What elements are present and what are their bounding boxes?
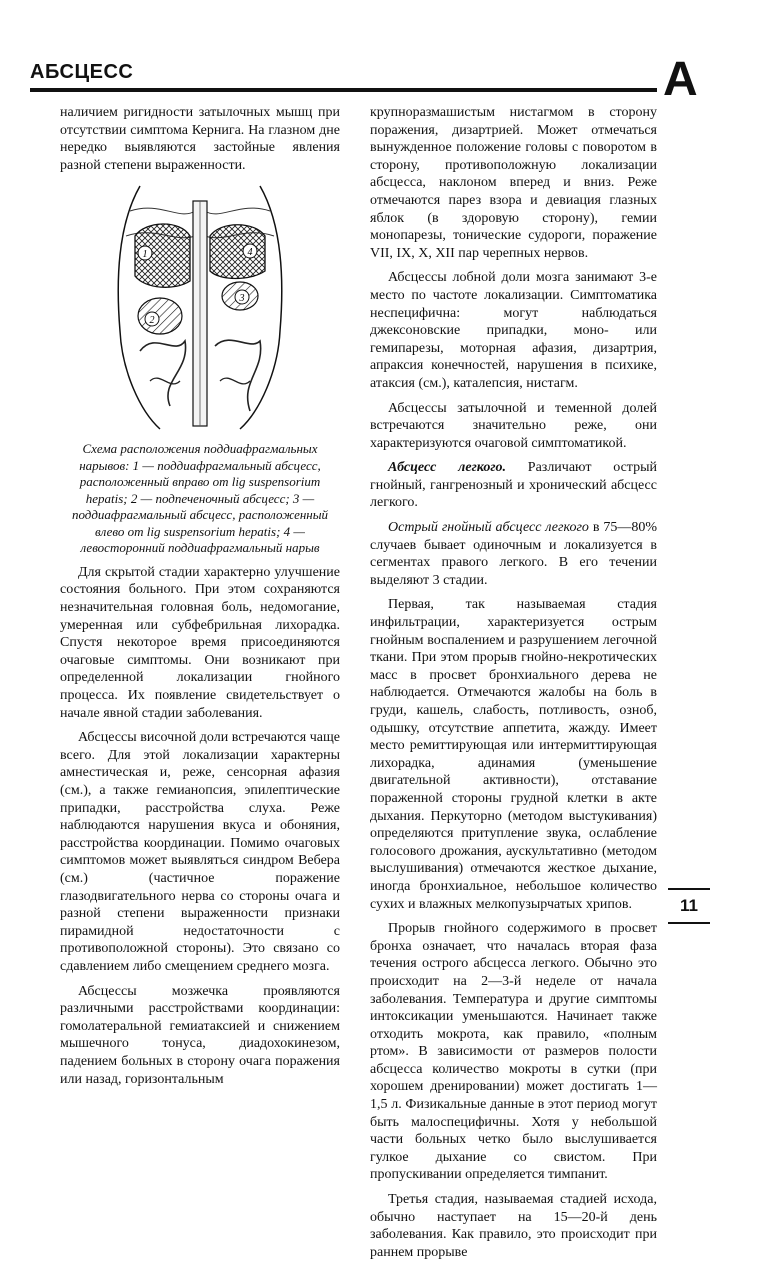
subphrenic-abscess-diagram [100, 181, 300, 431]
section-letter: А [663, 53, 698, 106]
left-paragraph-2: Для скрытой стадии характерно улучшение состояния больного. При этом сохраняются незначительная головная боль, недомогание, умеренная или субфебрильная лихорадка. Спустя некоторое время присоединяются очаговые симптомы. Они возникают при определенной локализации гнойного процесса. Их появление свидетельствует о начале явной стадии заболевания. [60, 564, 340, 721]
lung-abscess-heading: Абсцесс легкого. [388, 460, 506, 476]
right-paragraph-4 [370, 459, 657, 512]
figure-label-2: 2 [149, 315, 155, 327]
right-column [370, 104, 657, 1268]
figure-label-3: 3 [239, 293, 245, 305]
page-number-rule-top [668, 888, 710, 890]
left-paragraph-1: наличием ригидности затылочных мышц при отсутствии симптома Кернига. На глазном дне нередко выявляются застойные явления разной степени выраженности. [60, 105, 340, 173]
acute-abscess-term: Острый гнойный абсцесс легкого [388, 520, 589, 536]
figure-label-4: 4 [247, 247, 253, 259]
right-paragraph-6: Первая, так называемая стадия инфильтрации, характеризуется острым гнойным воспалением и разрушением легочной ткани. При этом прорыв гнойно-некротических масс в просвет бронхиального дерева не наблюдается. Отмечаются жалобы на боль в груди, кашель, слабость, потливость, озноб, одышку, отсутствие аппетита, жажду. Имеет место ремиттирующая или интермиттирующая лихорадка, адинамия (уменьшение двигательной активности), отставание пораженной стороны грудной клетки в акте дыхания. Перкуторно (методом выстукивания) определяются притупление звука, ослабление голосового дрожания, аускультативно (методом выслушивания) отмечаются жесткое дыхание, иногда бронхиальное, небольшое количество сухих и влажных мелкопузырчатых хрипов. [370, 597, 657, 912]
left-paragraph-3: Абсцессы височной доли встречаются чаще всего. Для этой локализации характерны амнестическая и, реже, сенсорная афазия (см.), а также гемианопсия, эпилептические припадки, расстройства слуха. Реже наблюдаются нарушения вкуса и обоняния, расстройства координации. Помимо очаговых симптомов может выявляться синдром Вебера (см.) (частичное поражение глазодвигательного нерва со стороны очага и разной степени выраженности признаки пирамидной недостаточности с противоположной стороны). Это связано со сдавлением либо смещением среднего мозга. [60, 730, 340, 974]
page-header-title: АБСЦЕСС [30, 61, 134, 83]
right-paragraph-8: Третья стадия, называемая стадией исхода, обычно наступает на 15—20-й день заболевания. Как правило, это происходит при раннем прорыве [370, 1192, 657, 1260]
figure-caption: Схема расположения поддиафрагмальных нарывов: 1 — поддиафрагмальный абсцесс, расположенный вправо от lig suspensorium hepatis; 2 — подпеченочный абсцесс; 3 — поддиафрагмальный абсцесс, расположенный влево от lig suspensorium hepatis; 4 — левосторонний поддиафрагмальный нарыв [71, 441, 329, 556]
right-paragraph-5 [370, 519, 657, 589]
left-column [60, 104, 340, 1095]
acute-abscess-text: в 75—80% случаев бывает одиночным и локализуется в сегментах правого легкого. В его течении выделяют 3 стадии. [370, 520, 658, 588]
page-number: 11 [680, 896, 698, 915]
lung-abscess-intro: Различают острый гнойный, гангренозный и хронический абсцесс легкого. [370, 460, 657, 511]
header-rule [30, 88, 657, 92]
right-paragraph-2: Абсцессы лобной доли мозга занимают 3-е место по частоте локализации. Симптоматика неспецифична: могут наблюдаться джексоновские припадки, моно- или гемипарезы, моторная афазия, дизартрия, апраксия конечностей, нарушения в психике, атаксия (см.), каталепсия, нистагм. [370, 270, 657, 391]
right-paragraph-1: крупноразмашистым нистагмом в сторону поражения, дизартрией. Может отмечаться вынужденное положение головы с поворотом в сторону, противоположную локализации абсцесса, наклоном вперед и вниз. Реже отмечаются парез взора и девиация глазных яблок (в здоровую сторону), гемии монопарезы, тонические судороги, поражение VII, IX, X, XII пар черепных нервов. [370, 105, 657, 261]
page-number-rule-bottom [668, 922, 710, 924]
left-paragraph-4: Абсцессы мозжечка проявляются различными расстройствами координации: гомолатеральной гемиатаксией и снижением мышечного тонуса, диадохокинезом, падением больных в сторону очага поражения или назад, горизонтальным [60, 983, 340, 1087]
right-paragraph-3: Абсцессы затылочной и теменной долей встречаются значительно реже, они характеризуются очаговой симптоматикой. [370, 400, 657, 451]
figure-label-1: 1 [142, 249, 148, 261]
right-paragraph-7: Прорыв гнойного содержимого в просвет бронха означает, что началась вторая фаза течения острого абсцесса легкого. Обычно это происходит на 2—3-й неделе от начала заболевания. Температура и другие симптомы интоксикации уменьшаются. Начинает также отходить мокрота, как правило, «полным ртом». В зависимости от размеров полости абсцесса количество мокроты в сутки (при хорошем дренировании) может достигать 1—1,5 л. Физикальные данные в этот период могут быть малоспецифичны. Хотя у небольшой части больных четко было выслушивается гулкое дыхание со свистом. При пропускивании определяется тимпанит. [370, 921, 657, 1183]
